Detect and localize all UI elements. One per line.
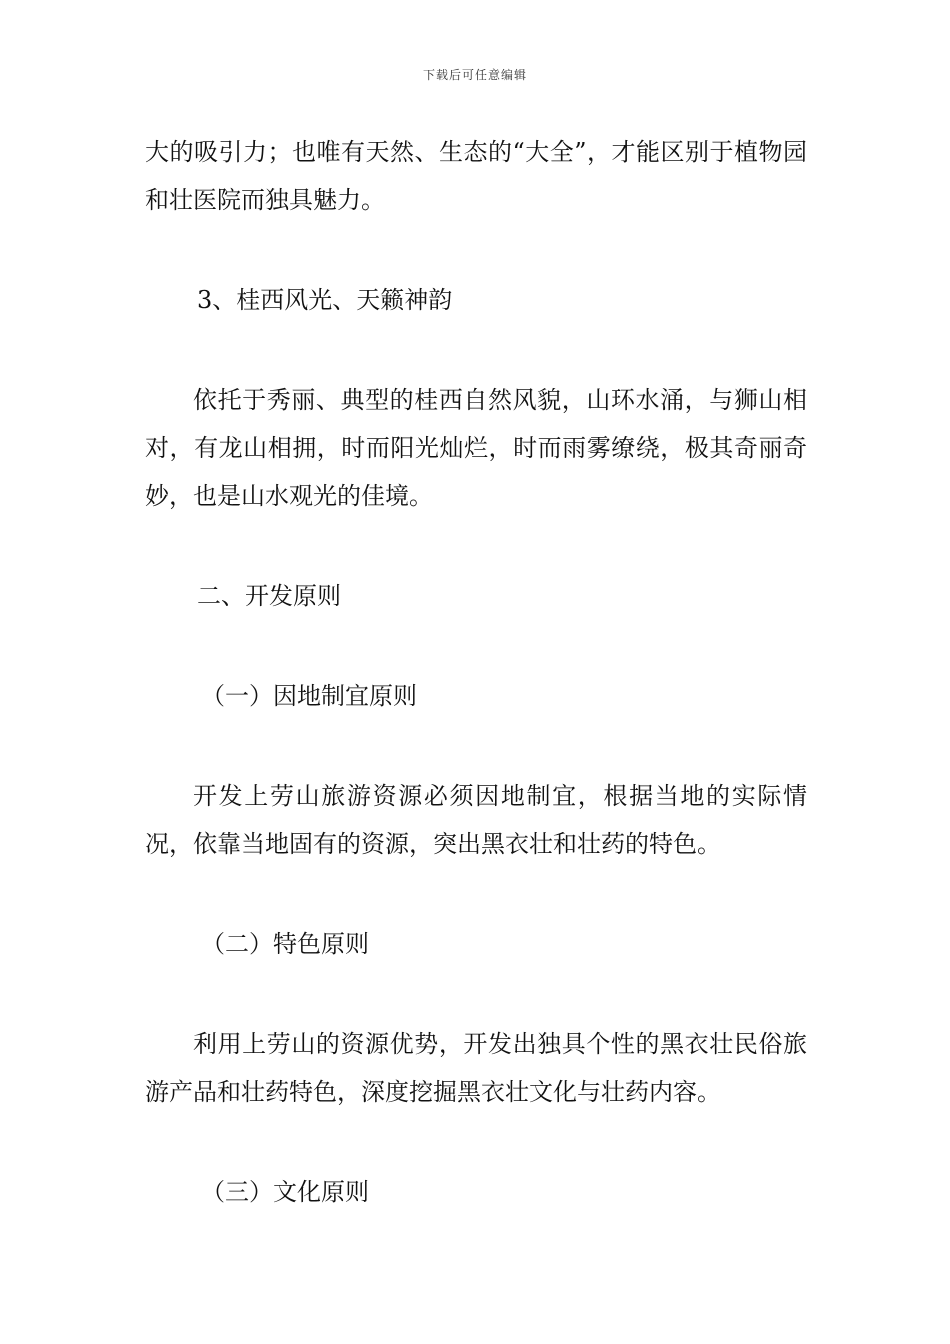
page-header: 下载后可任意编辑 xyxy=(422,68,527,82)
subheading-characteristic: （二）特色原则 xyxy=(201,930,369,958)
paragraph-continuation: 大的吸引力；也唯有天然、生态的“大全”，才能区别于植物园和壮医院而独具魅力。 xyxy=(145,138,807,214)
subheading-culture: （三）文化原则 xyxy=(201,1178,369,1206)
paragraph-local-conditions: 开发上劳山旅游资源必须因地制宜，根据当地的实际情况，依靠当地固有的资源，突出黑衣壮和壮药的特色。 xyxy=(145,782,807,858)
section-heading-principles: 二、开发原则 xyxy=(197,582,341,610)
paragraph-scenery: 依托于秀丽、典型的桂西自然风貌，山环水涌，与狮山相对，有龙山相拥，时而阳光灿烂，时而雨雾缭绕，极其奇丽奇妙，也是山水观光的佳境。 xyxy=(145,386,807,510)
subheading-local-conditions: （一）因地制宜原则 xyxy=(201,682,417,710)
document-body xyxy=(145,128,807,1216)
section-heading-3: 3、桂西风光、天籁神韵 xyxy=(197,286,453,314)
paragraph-characteristic: 利用上劳山的资源优势，开发出独具个性的黑衣壮民俗旅游产品和壮药特色，深度挖掘黑衣壮文化与壮药内容。 xyxy=(145,1030,807,1106)
